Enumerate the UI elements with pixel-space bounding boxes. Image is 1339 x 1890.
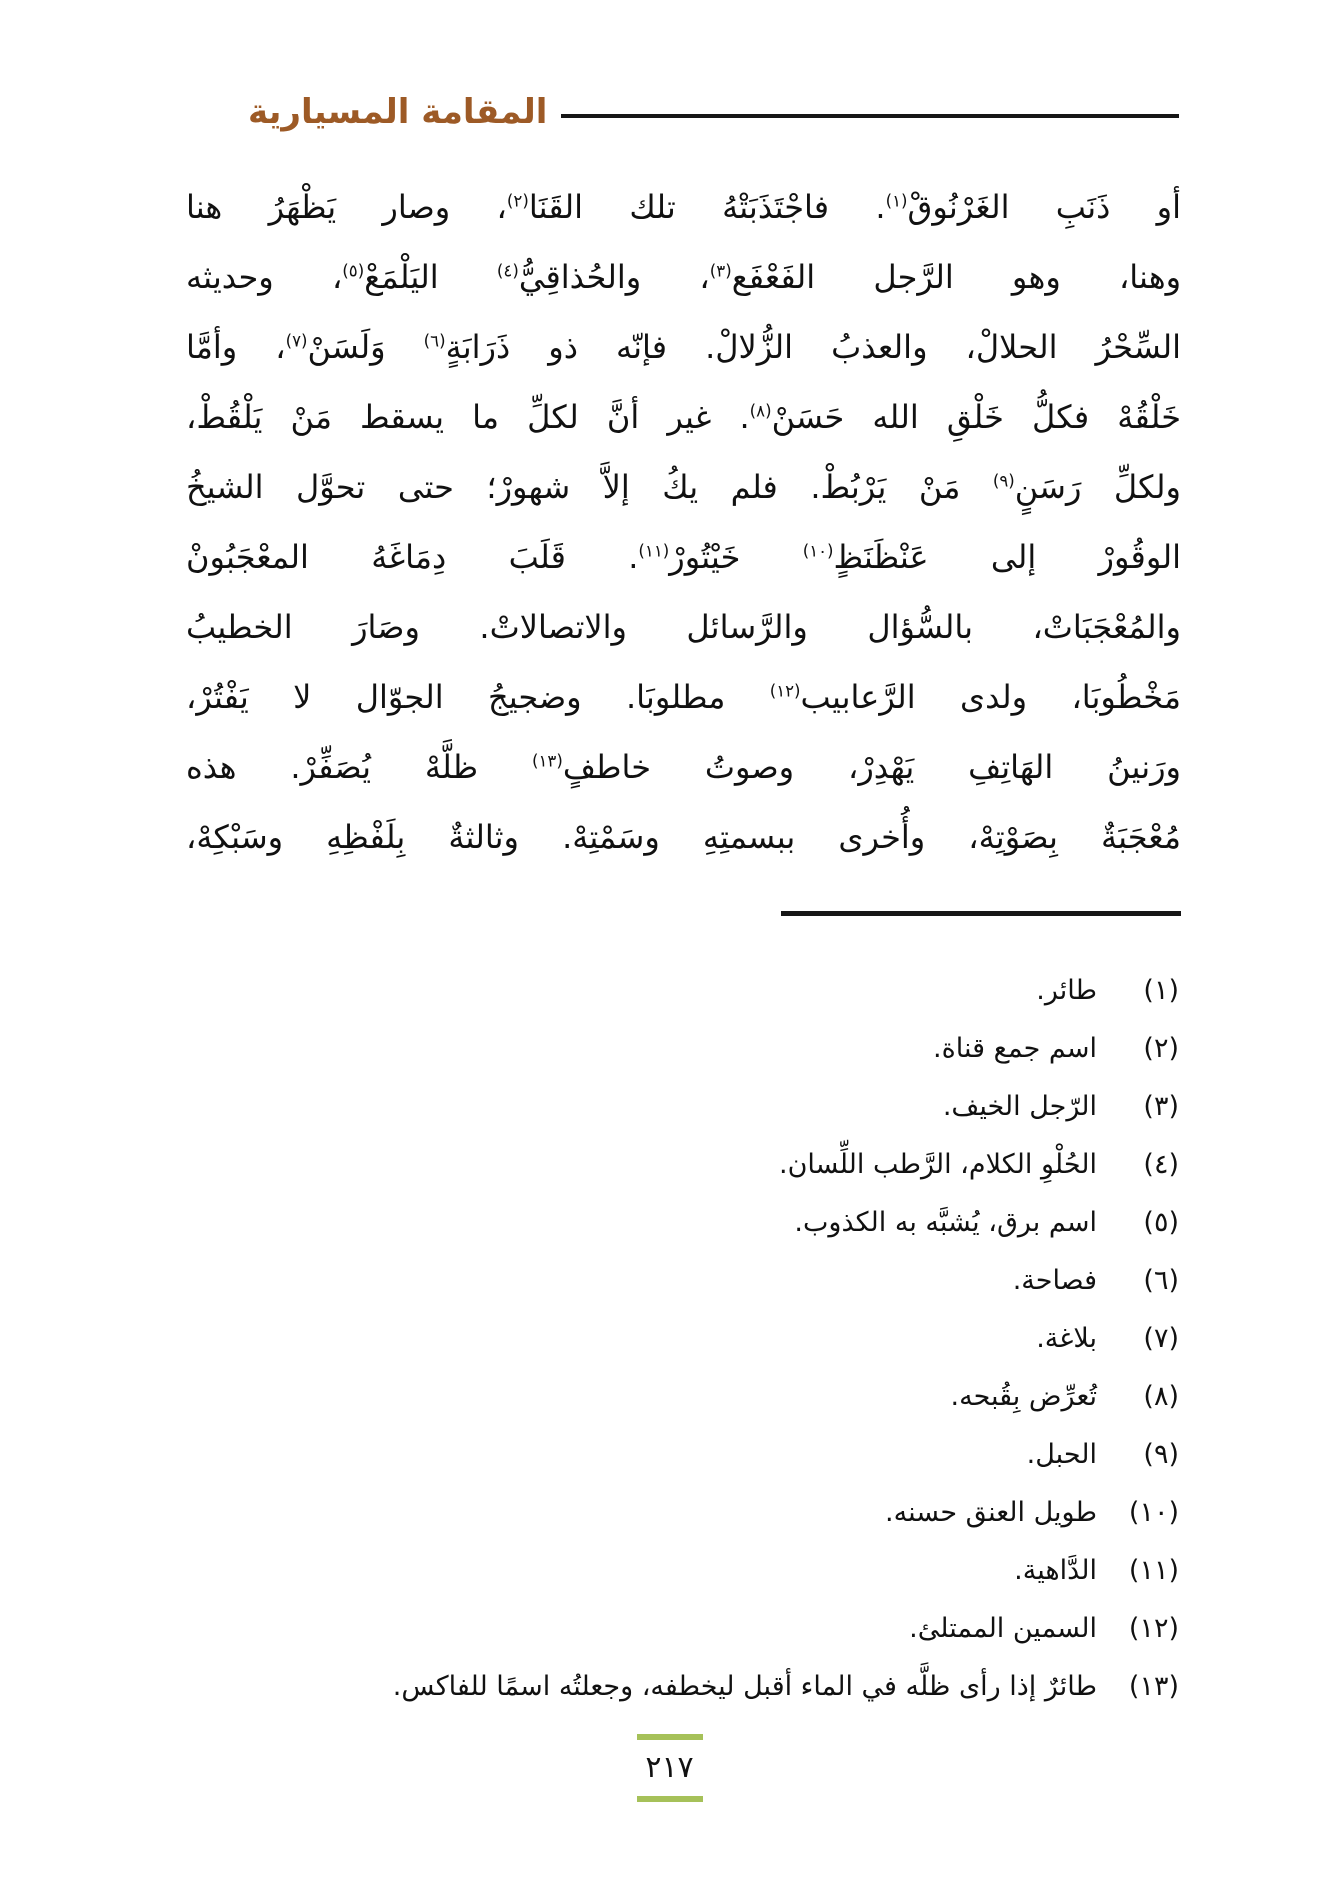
body-segment: ، والحُذاقِيُّ xyxy=(518,258,710,296)
footnote-row xyxy=(186,1078,1179,1136)
footnote-row xyxy=(186,1252,1179,1310)
footnote-marker: (١٢) xyxy=(769,681,801,701)
footnote-marker: (١٠) xyxy=(802,541,834,561)
footnote-number: (٧) xyxy=(1143,1323,1179,1354)
body-line xyxy=(186,732,1181,802)
footnote-marker: (٧) xyxy=(285,331,308,351)
footnote-text: الحبل. xyxy=(1026,1439,1097,1470)
footnote-text: اسم برق، يُشبَّه به الكذوب. xyxy=(794,1207,1097,1238)
footnote-number: (٢) xyxy=(1143,1033,1179,1064)
body-line xyxy=(186,312,1181,382)
body-segment: الوقُورْ إلى عَنْظَنَظٍ xyxy=(833,538,1181,576)
footnote-text: بلاغة. xyxy=(1036,1323,1097,1354)
footnote-marker: (٦) xyxy=(423,331,446,351)
footnote-text: فصاحة. xyxy=(1012,1265,1097,1296)
body-segment: مَخْطُوبَا، ولدى الرَّعابيب xyxy=(800,678,1181,716)
body-segment: السِّحْرُ الحلالْ، والعذبُ الزُّلالْ. فإنّه ذو ذَرَابَةٍ xyxy=(445,328,1182,366)
body-text xyxy=(186,172,1181,872)
footnote-row xyxy=(186,1542,1179,1600)
footnote-marker: (٥) xyxy=(342,261,365,281)
body-segment: ، وحديثه xyxy=(186,258,343,296)
footnote-text: طائر. xyxy=(1036,975,1097,1006)
body-segment: ، وأمَّا xyxy=(186,328,286,366)
footnote-row xyxy=(186,1658,1179,1716)
footnote-marker: (٤) xyxy=(496,261,519,281)
footnote-marker: (٨) xyxy=(749,401,772,421)
footer-rule-bottom xyxy=(637,1796,703,1802)
body-segment: ، وصار يَظْهَرُ هنا xyxy=(186,188,507,226)
footnote-row xyxy=(186,1136,1179,1194)
body-segment: . قَلَبَ دِمَاغَهُ المعْجَبُونْ xyxy=(186,538,639,576)
footnote-row xyxy=(186,1600,1179,1658)
footnote-text: طائرٌ إذا رأى ظلَّه في الماء أقبل ليخطفه، وجعلتُه اسمًا للفاكس. xyxy=(392,1671,1097,1702)
body-segment: مُعْجَبَةٌ بِصَوْتِهْ، وأُخرى ببسمتِهِ وسَمْتِهْ. وثالثةٌ بِلَفْظِهِ وسَبْكِهْ، xyxy=(186,818,1181,856)
body-segment: خَلْقُهْ فكلُّ خَلْقِ الله حَسَنْ xyxy=(771,398,1182,436)
body-segment: وَلَسَنْ xyxy=(307,328,424,366)
page-number: ٢١٧ xyxy=(645,1750,694,1785)
body-line xyxy=(186,662,1181,732)
body-segment: خَيْتُورْ xyxy=(669,538,803,576)
footnote-marker: (٢) xyxy=(506,191,529,211)
footnote-row xyxy=(186,1020,1179,1078)
page-footer xyxy=(0,1734,1339,1802)
body-line xyxy=(186,242,1181,312)
footnote-marker: (١) xyxy=(885,191,908,211)
footnote-text: الحُلْوِ الكلام، الرَّطب اللِّسان. xyxy=(779,1149,1097,1180)
footnote-text: السمين الممتلئ. xyxy=(909,1613,1097,1644)
footnote-number: (٥) xyxy=(1143,1207,1179,1238)
body-line xyxy=(186,452,1181,522)
footnote-text: طويل العنق حسنه. xyxy=(885,1497,1097,1528)
footnote-number: (١٠) xyxy=(1128,1497,1179,1528)
footnote-number: (١١) xyxy=(1128,1555,1179,1586)
body-line xyxy=(186,802,1181,872)
body-segment: ورَنينُ الهَاتِفِ يَهْدِرْ، وصوتُ خاطفٍ xyxy=(562,748,1182,786)
footnote-row xyxy=(186,962,1179,1020)
footnote-number: (٨) xyxy=(1143,1381,1179,1412)
chapter-title: المقامة المسيارية xyxy=(248,92,548,132)
footnote-number: (١٢) xyxy=(1128,1613,1179,1644)
footnote-text: الدَّاهية. xyxy=(1014,1555,1097,1586)
footnote-row xyxy=(186,1426,1179,1484)
footnote-text: تُعرِّض بِقُبحه. xyxy=(950,1381,1097,1412)
footnote-marker: (٩) xyxy=(992,471,1015,491)
body-segment: . غير أنَّ لكلِّ ما يسقط مَنْ يَلْقُطْ، xyxy=(186,398,750,436)
footnote-number: (٣) xyxy=(1143,1091,1179,1122)
body-segment: والمُعْجَبَاتْ، بالسُّؤال والرَّسائل والاتصالاتْ. وصَارَ الخطيبُ xyxy=(186,608,1181,646)
body-segment: ظلَّهْ يُصَفِّرْ. هذه xyxy=(186,748,532,786)
footnote-number: (١٣) xyxy=(1128,1671,1179,1702)
footnote-number: (٦) xyxy=(1143,1265,1179,1296)
footnote-number: (١) xyxy=(1143,975,1179,1006)
footnote-row xyxy=(186,1194,1179,1252)
footnote-number: (٤) xyxy=(1143,1149,1179,1180)
footnote-row xyxy=(186,1310,1179,1368)
footnote-separator xyxy=(781,911,1181,916)
footnote-marker: (١١) xyxy=(638,541,670,561)
footnotes-list xyxy=(186,962,1179,1716)
body-line xyxy=(186,522,1181,592)
body-segment: أو ذَنَبِ الغَرْنُوقْ xyxy=(907,188,1182,226)
body-segment: مَنْ يَرْبُطْ. فلم يكُ إلاَّ شهورْ؛ حتى تحوَّل الشيخُ xyxy=(186,468,993,506)
body-segment: ولكلِّ رَسَنٍ xyxy=(1014,468,1182,506)
body-segment: اليَلْمَعْ xyxy=(364,258,497,296)
body-line xyxy=(186,382,1181,452)
body-segment: وهنا، وهو الرَّجل الفَعْفَع xyxy=(731,258,1182,296)
footnote-text: اسم جمع قناة. xyxy=(933,1033,1097,1064)
footnote-marker: (٣) xyxy=(709,261,732,281)
body-segment: مطلوبَا. وضجيجُ الجوّال لا يَفْتُرْ، xyxy=(186,678,770,716)
body-line xyxy=(186,592,1181,662)
header-rule xyxy=(561,114,1179,118)
body-line xyxy=(186,172,1181,242)
page-header xyxy=(248,86,1179,138)
body-segment: . فاجْتَذَبَتْهُ تلك القَنَا xyxy=(528,188,886,226)
footnote-marker: (١٣) xyxy=(531,751,563,771)
footnote-number: (٩) xyxy=(1143,1439,1179,1470)
footnote-text: الرّجل الخيف. xyxy=(942,1091,1097,1122)
footnote-row xyxy=(186,1484,1179,1542)
footnote-row xyxy=(186,1368,1179,1426)
